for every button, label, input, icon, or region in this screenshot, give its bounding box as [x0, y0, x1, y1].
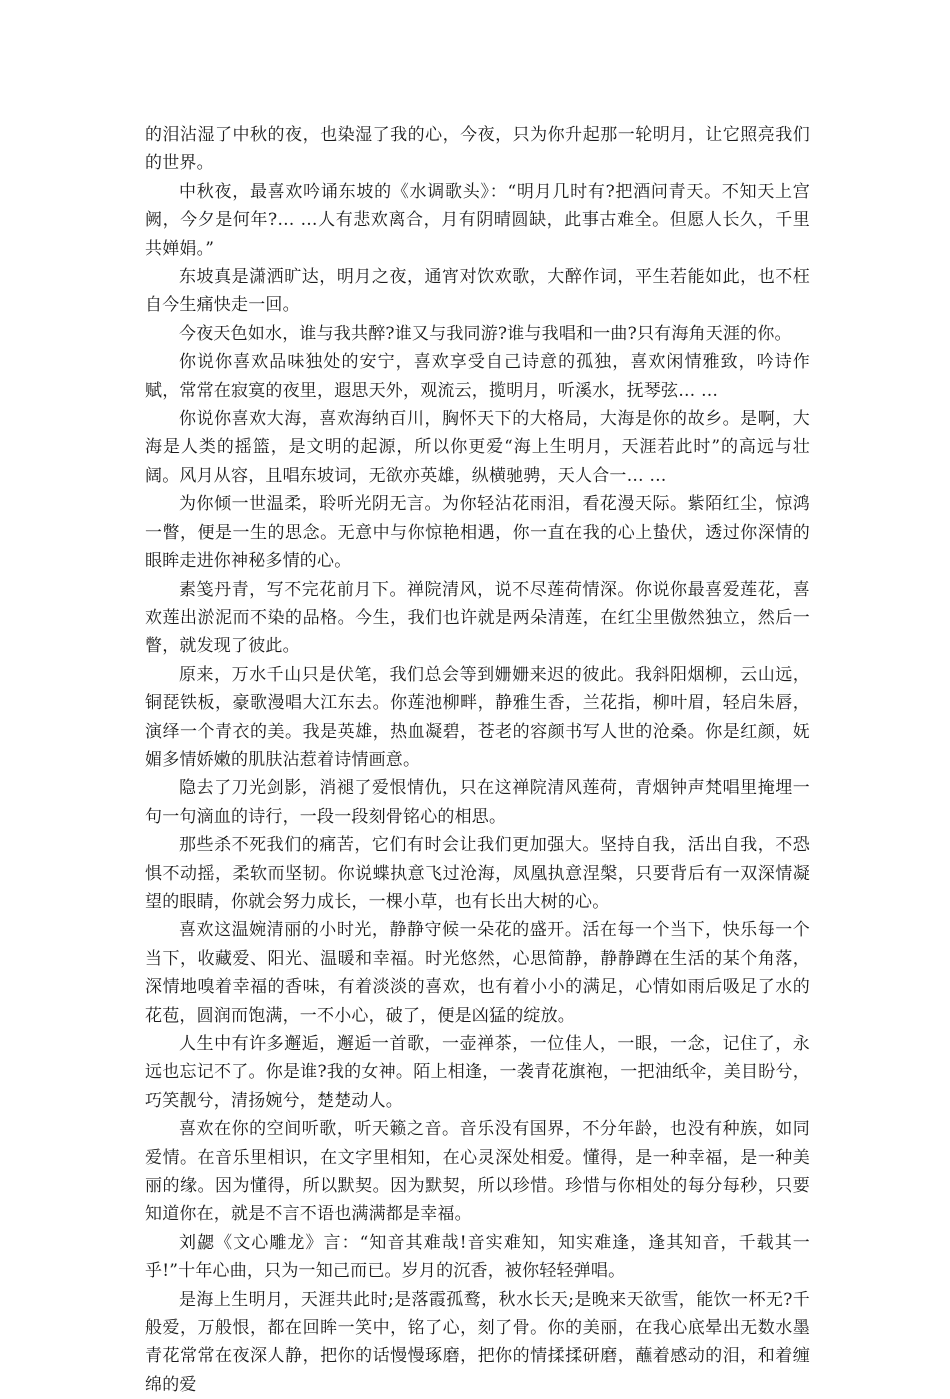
paragraph: 素笺丹青，写不完花前月下。禅院清风，说不尽莲荷情深。你说你最喜爱莲花，喜欢莲出淤泥而不染的品格。今生，我们也许就是两朵清莲，在红尘里傲然独立，然后一瞥，就发现了彼此。 — [145, 579, 810, 657]
paragraph: 中秋夜，最喜欢吟诵东坡的《水调歌头》：“明月几时有?把酒问青天。不知天上宫阙，今夕是何年?… …人有悲欢离合，月有阴晴圆缺，此事古难全。但愿人长久，千里共婵娟。” — [145, 181, 810, 259]
article-body — [145, 121, 810, 1399]
paragraph: 你说你喜欢大海，喜欢海纳百川，胸怀天下的大格局，大海是你的故乡。是啊，大海是人类的摇篮，是文明的起源，所以你更爱“海上生明月，天涯若此时”的高远与壮阔。风月从容，且唱东坡词，无欲亦英雄，纵横驰骋，天人合一… … — [145, 409, 810, 486]
paragraph: 你说你喜欢品味独处的安宁，喜欢享受自己诗意的孤独，喜欢闲情雅致，吟诗作赋，常常在寂寞的夜里，遐思天外，观流云，揽明月，听溪水，抚琴弦… … — [145, 352, 810, 401]
paragraph: 那些杀不死我们的痛苦，它们有时会让我们更加强大。坚持自我，活出自我，不恐惧不动摇，柔软而坚韧。你说蝶执意飞过沧海，凤凰执意涅槃，只要背后有一双深情凝望的眼睛，你就会努力成长，一棵小草，也有长出大树的心。 — [145, 835, 810, 912]
paragraph: 隐去了刀光剑影，消褪了爱恨情仇，只在这禅院清风莲荷，青烟钟声梵唱里掩埋一句一句滴血的诗行，一段一段刻骨铭心的相思。 — [145, 778, 810, 827]
paragraph: 原来，万水千山只是伏笔，我们总会等到姗姗来迟的彼此。我斜阳烟柳，云山远，铜琵铁板，豪歌漫唱大江东去。你莲池柳畔，静雅生香，兰花指，柳叶眉，轻启朱唇，演绎一个青衣的美。我是英雄，热血凝碧，苍老的容颜书写人世的沧桑。你是红颜，妩媚多情娇嫩的肌肤沾惹着诗情画意。 — [145, 664, 810, 770]
paragraph: 为你倾一世温柔，聆听光阴无言。为你轻沾花雨泪，看花漫天际。紫陌红尘，惊鸿一瞥，便是一生的思念。无意中与你惊艳相遇，你一直在我的心上蛰伏，透过你深情的眼眸走进你神秘多情的心。 — [145, 494, 810, 572]
paragraph: 是海上生明月，天涯共此时;是落霞孤鹜，秋水长天;是晚来天欲雪，能饮一杯无?千般爱，万般恨，都在回眸一笑中，铭了心，刻了骨。你的美丽，在我心底晕出无数水墨青花常常在夜深人静，把你的话慢慢琢磨，把你的情揉揉研磨，蘸着感动的泪，和着缠绵的爱 — [145, 1289, 810, 1395]
paragraph: 人生中有许多邂逅，邂逅一首歌，一壶禅茶，一位佳人，一眼，一念，记住了，永远也忘记不了。你是谁?我的女神。陌上相逢，一袭青花旗袍，一把油纸伞，美目盼兮，巧笑靓兮，清扬婉兮，楚楚动人。 — [145, 1034, 810, 1111]
paragraph: 喜欢在你的空间听歌，听天籁之音。音乐没有国界，不分年龄，也没有种族，如同爱情。在音乐里相识，在文字里相知，在心灵深处相爱。懂得，是一种幸福，是一种美丽的缘。因为懂得，所以默契。因为默契，所以珍惜。珍惜与你相处的每分每秒，只要知道你在，就是不言不语也满满都是幸福。 — [145, 1119, 810, 1225]
paragraph: 喜欢这温婉清丽的小时光，静静守候一朵花的盛开。活在每一个当下，快乐每一个当下，收藏爱、阳光、温暖和幸福。时光悠然，心思简静，静静蹲在生活的某个角落，深情地嗅着幸福的香味，有着淡淡的喜欢，也有着小小的满足，心情如雨后吸足了水的花苞，圆润而饱满，一不小心，破了，便是凶猛的绽放。 — [145, 920, 810, 1026]
paragraph: 东坡真是潇洒旷达，明月之夜，通宵对饮欢歌，大醉作词，平生若能如此，也不枉自今生痛快走一回。 — [145, 267, 810, 316]
paragraph: 的泪沾湿了中秋的夜，也染湿了我的心，今夜，只为你升起那一轮明月，让它照亮我们的世界。 — [145, 125, 810, 174]
paragraph: 今夜天色如水，谁与我共醉?谁又与我同游?谁与我唱和一曲?只有海角天涯的你。 — [179, 323, 792, 344]
paragraph: 刘勰《文心雕龙》言：“知音其难哉!音实难知，知实难逢，逢其知音，千载其一乎!”十年心曲，只为一知己而已。岁月的沉香，被你轻轻弹唱。 — [145, 1232, 810, 1282]
